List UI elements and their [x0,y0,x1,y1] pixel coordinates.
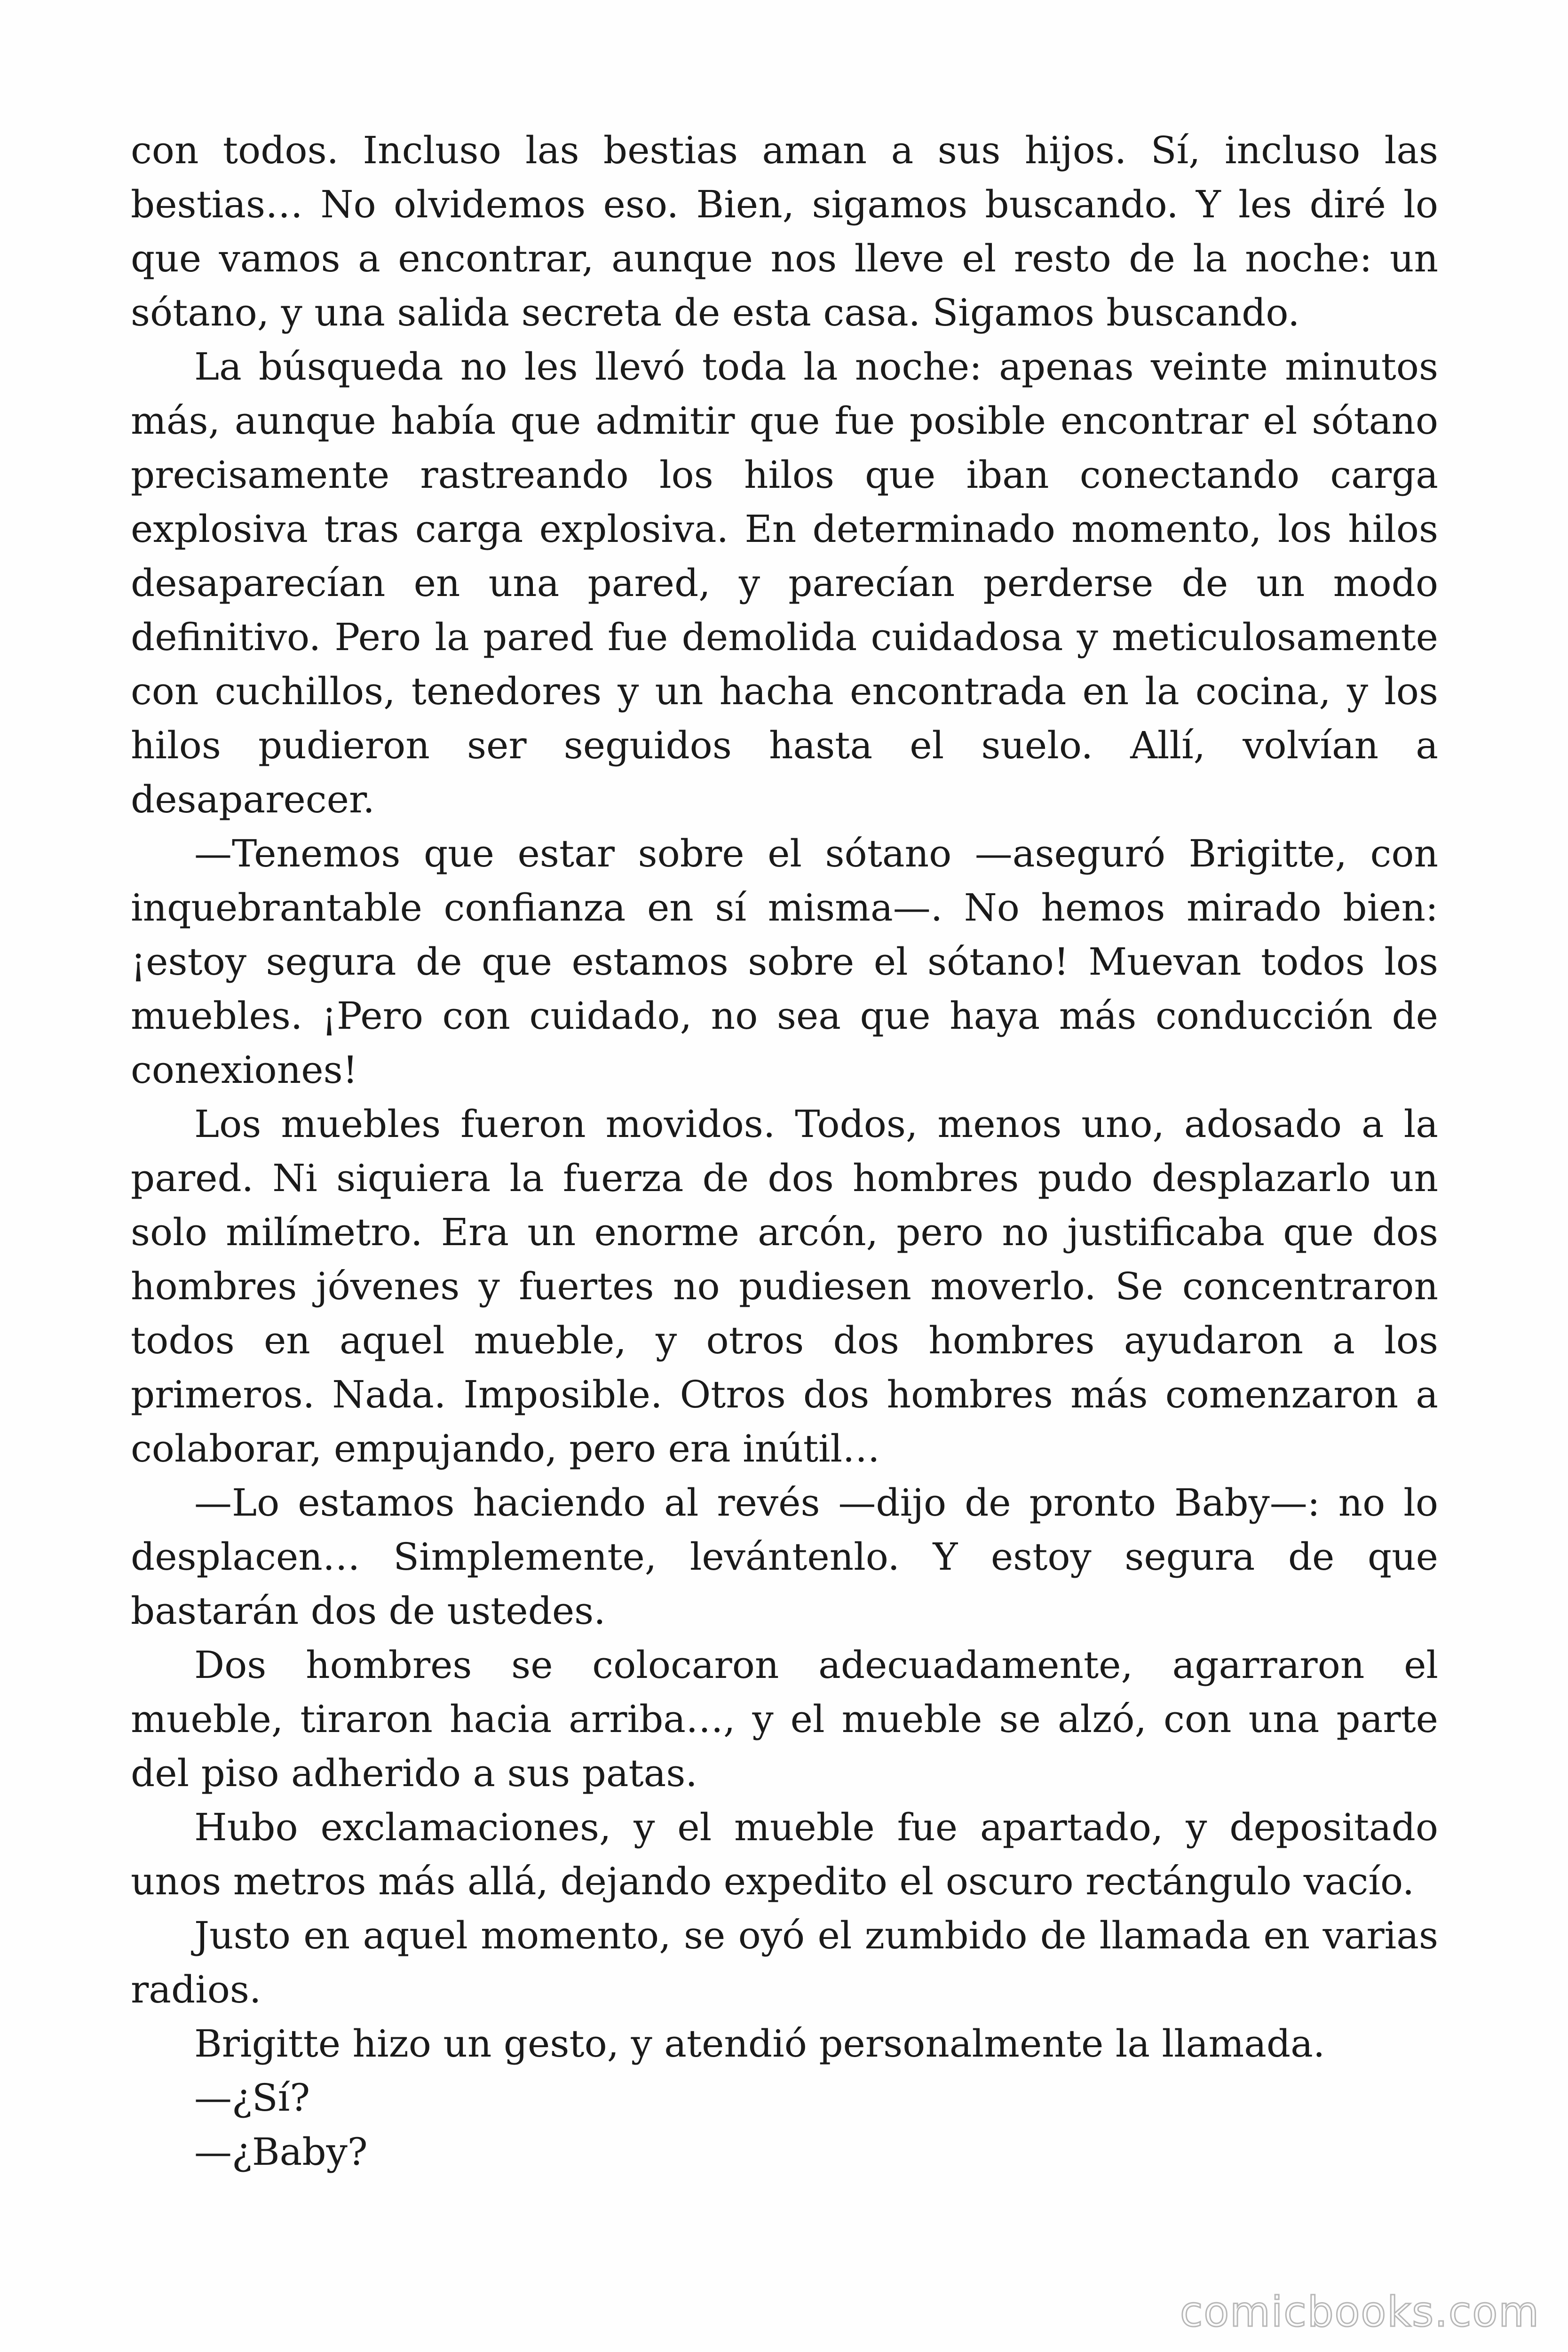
body-text [131,123,1438,2179]
paragraph: con todos. Incluso las bestias aman a sus hijos. Sí, incluso las bestias… No olvidemos eso. Bien, sigamos buscando. Y les diré lo que vamos a encontrar, aunque nos lleve el resto de la noche: un sótano, y una salida secreta de esta casa. Sigamos buscando. [131,128,1438,334]
paragraph: —Tenemos que estar sobre el sótano —aseguró Brigitte, con inquebrantable confianza en sí misma—. No hemos mirado bien: ¡estoy segura de que estamos sobre el sótano! Muevan todos los muebles. ¡Pero con cuidado, no sea que haya más conducción de conexiones! [131,832,1438,1092]
paragraph: Hubo exclamaciones, y el mueble fue apartado, y depositado unos metros más allá, dejando expedito el oscuro rectángulo vacío. [131,1805,1438,1903]
paragraph: —¿Sí? [194,2076,310,2120]
paragraph: —Lo estamos haciendo al revés —dijo de pronto Baby—: no lo desplacen… Simplemente, levántenlo. Y estoy segura de que bastarán dos de ustedes. [131,1481,1438,1633]
paragraph: La búsqueda no les llevó toda la noche: apenas veinte minutos más, aunque había que admitir que fue posible encontrar el sótano precisamente rastreando los hilos que iban conectando carga explosiva tras carga explosiva. En determinado momento, los hilos desaparecían en una pared, y parecían perderse de un modo definitivo. Pero la pared fue demolida cuidadosa y meticulosamente con cuchillos, tenedores y un hacha encontrada en la cocina, y los hilos pudieron ser seguidos hasta el suelo. Allí, volvían a desaparecer. [131,345,1438,821]
paragraph: Justo en aquel momento, se oyó el zumbido de llamada en varias radios. [131,1914,1438,2011]
watermark: comicbooks.com [1180,2288,1540,2336]
paragraph: —¿Baby? [194,2130,368,2174]
paragraph: Los muebles fueron movidos. Todos, menos uno, adosado a la pared. Ni siquiera la fuerza de dos hombres pudo desplazarlo un solo milímetro. Era un enorme arcón, pero no justificaba que dos hombres jóvenes y fuertes no pudiesen moverlo. Se concentraron todos en aquel mueble, y otros dos hombres ayudaron a los primeros. Nada. Imposible. Otros dos hombres más comenzaron a colaborar, empujando, pero era inútil… [131,1102,1438,1470]
paragraph: Dos hombres se colocaron adecuadamente, agarraron el mueble, tiraron hacia arriba…, y el mueble se alzó, con una parte del piso adherido a sus patas. [131,1643,1438,1795]
paragraph: Brigitte hizo un gesto, y atendió personalmente la llamada. [194,2022,1325,2066]
